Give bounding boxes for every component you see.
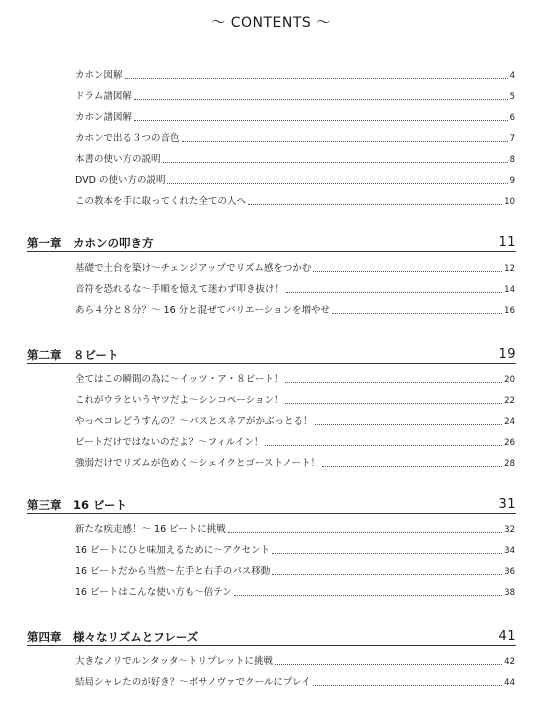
entry-title: カホンで出る３つの音色	[75, 133, 180, 144]
entry-title: 基礎で土台を築け～チェンジアップでリズム感をつかむ	[75, 263, 312, 274]
entry-page-number: 14	[504, 285, 515, 295]
entry-title: あら４分と８分？～ 16 分と混ぜてバリエーションを増やせ	[75, 305, 331, 316]
entry-page-number: 24	[504, 417, 515, 427]
dot-leader	[167, 182, 507, 184]
chapter-name: 16 ビート	[73, 498, 128, 512]
entry-title: 本書の使い方の説明	[75, 154, 161, 165]
dot-leader	[332, 312, 502, 314]
chapter-number: 第一章	[27, 236, 62, 250]
entry-title: この教本を手に取ってくれた全ての人へ	[75, 196, 247, 207]
dot-leader	[234, 594, 502, 596]
entry-page-number: 22	[504, 396, 515, 406]
entry-page-number: 44	[504, 678, 515, 688]
entry-page-number: 9	[509, 176, 515, 186]
toc-entry[interactable]	[75, 283, 515, 297]
chapter-heading[interactable]	[27, 495, 516, 514]
entry-title: 音符を恐れるな～手順を憶えて迷わず叩き抜け！	[75, 284, 285, 295]
chapter-page-number: 31	[498, 497, 516, 512]
toc-entry[interactable]	[75, 132, 515, 146]
entry-page-number: 12	[504, 264, 515, 274]
chapter-number: 第三章	[27, 498, 62, 512]
dot-leader	[248, 203, 502, 205]
toc-entry[interactable]	[75, 373, 515, 387]
entry-title: カホン譜図解	[75, 112, 133, 123]
toc-entry[interactable]	[75, 544, 515, 558]
entry-title: カホン図解	[75, 70, 123, 81]
dot-leader	[313, 684, 503, 686]
dot-leader	[125, 77, 508, 79]
dot-leader	[272, 552, 502, 554]
chapter-name: ８ビート	[73, 348, 119, 362]
entry-title: 新たな疾走感！～ 16 ビートに挑戦	[75, 524, 226, 535]
dot-leader	[272, 573, 502, 575]
dot-leader	[228, 531, 502, 533]
entry-title: DVD の使い方の説明	[75, 175, 166, 186]
entry-title: やっぺコレどうすんの？～バスとスネアがかぶっとる！	[75, 416, 313, 427]
chapter-heading[interactable]	[27, 627, 516, 646]
dot-leader	[134, 119, 508, 121]
toc-entry[interactable]	[75, 415, 515, 429]
dot-leader	[134, 98, 508, 100]
dot-leader	[313, 270, 502, 272]
entry-title: 強弱だけでリズムが色めく～シェイクとゴーストノート！	[75, 458, 321, 469]
entry-page-number: 5	[509, 92, 515, 102]
entry-page-number: 8	[509, 155, 515, 165]
entry-title: 大きなノリでルンタッタ～トリプレットに挑戦	[75, 656, 274, 667]
dot-leader	[275, 663, 502, 665]
entry-page-number: 28	[504, 459, 515, 469]
entry-page-number: 32	[504, 525, 515, 535]
chapter-number: 第四章	[27, 630, 62, 644]
entry-page-number: 7	[509, 134, 515, 144]
dot-leader	[265, 444, 502, 446]
toc-entry[interactable]	[75, 174, 515, 188]
entry-title: 16 ビートにひと味加えるために～アクセント	[75, 545, 270, 556]
chapter-name: 様々なリズムとフレーズ	[73, 630, 199, 644]
toc-entry[interactable]	[75, 111, 515, 125]
dot-leader	[285, 381, 502, 383]
toc-entry[interactable]	[75, 304, 515, 318]
toc-entry[interactable]	[75, 586, 515, 600]
toc-entry[interactable]	[75, 153, 515, 167]
toc-entry[interactable]	[75, 195, 515, 209]
entry-title: 全てはこの瞬間の為に～イッツ・ア・８ビート！	[75, 374, 284, 385]
entry-title: 結局シャレたのが好き？～ボサノヴァでクールにプレイ	[75, 677, 311, 688]
dot-leader	[286, 291, 502, 293]
entry-title: 16 ビートだから当然～左手と右手のパス移動	[75, 566, 271, 577]
entry-title: ドラム譜図解	[75, 91, 132, 102]
toc-entry[interactable]	[75, 457, 515, 471]
chapter-heading[interactable]	[27, 233, 516, 252]
entry-page-number: 16	[504, 306, 515, 316]
entry-page-number: 4	[509, 71, 515, 81]
entry-page-number: 6	[509, 113, 515, 123]
contents-title: ～ CONTENTS ～	[211, 15, 331, 31]
chapter-page-number: 41	[498, 629, 516, 644]
dot-leader	[285, 402, 502, 404]
toc-entry[interactable]	[75, 676, 515, 690]
toc-entry[interactable]	[75, 90, 515, 104]
toc-entry[interactable]	[75, 262, 515, 276]
toc-entry[interactable]	[75, 69, 515, 83]
toc-entry[interactable]	[75, 655, 515, 669]
toc-entry[interactable]	[75, 436, 515, 450]
chapter-page-number: 19	[498, 347, 516, 362]
entry-page-number: 42	[504, 657, 515, 667]
chapter-number: 第二章	[27, 348, 62, 362]
entry-page-number: 36	[504, 567, 515, 577]
toc-entry[interactable]	[75, 523, 515, 537]
dot-leader	[315, 423, 503, 425]
chapter-heading[interactable]	[27, 345, 516, 364]
toc-entry[interactable]	[75, 565, 515, 579]
chapter-page-number: 11	[498, 235, 516, 250]
entry-title: ビートだけではないのだよ？～フィルイン！	[75, 437, 264, 448]
dot-leader	[163, 161, 508, 163]
entry-page-number: 20	[504, 375, 515, 385]
entry-title: これがウラというヤツだよ～シンコペーション！	[75, 395, 284, 406]
entry-page-number: 38	[504, 588, 515, 598]
entry-title: 16 ビートはこんな使い方も～倍テン	[75, 587, 232, 598]
entry-page-number: 10	[504, 197, 515, 207]
dot-leader	[182, 140, 508, 142]
entry-page-number: 26	[504, 438, 515, 448]
dot-leader	[322, 465, 502, 467]
entry-page-number: 34	[504, 546, 515, 556]
toc-entry[interactable]	[75, 394, 515, 408]
chapter-name: カホンの叩き方	[73, 236, 154, 250]
